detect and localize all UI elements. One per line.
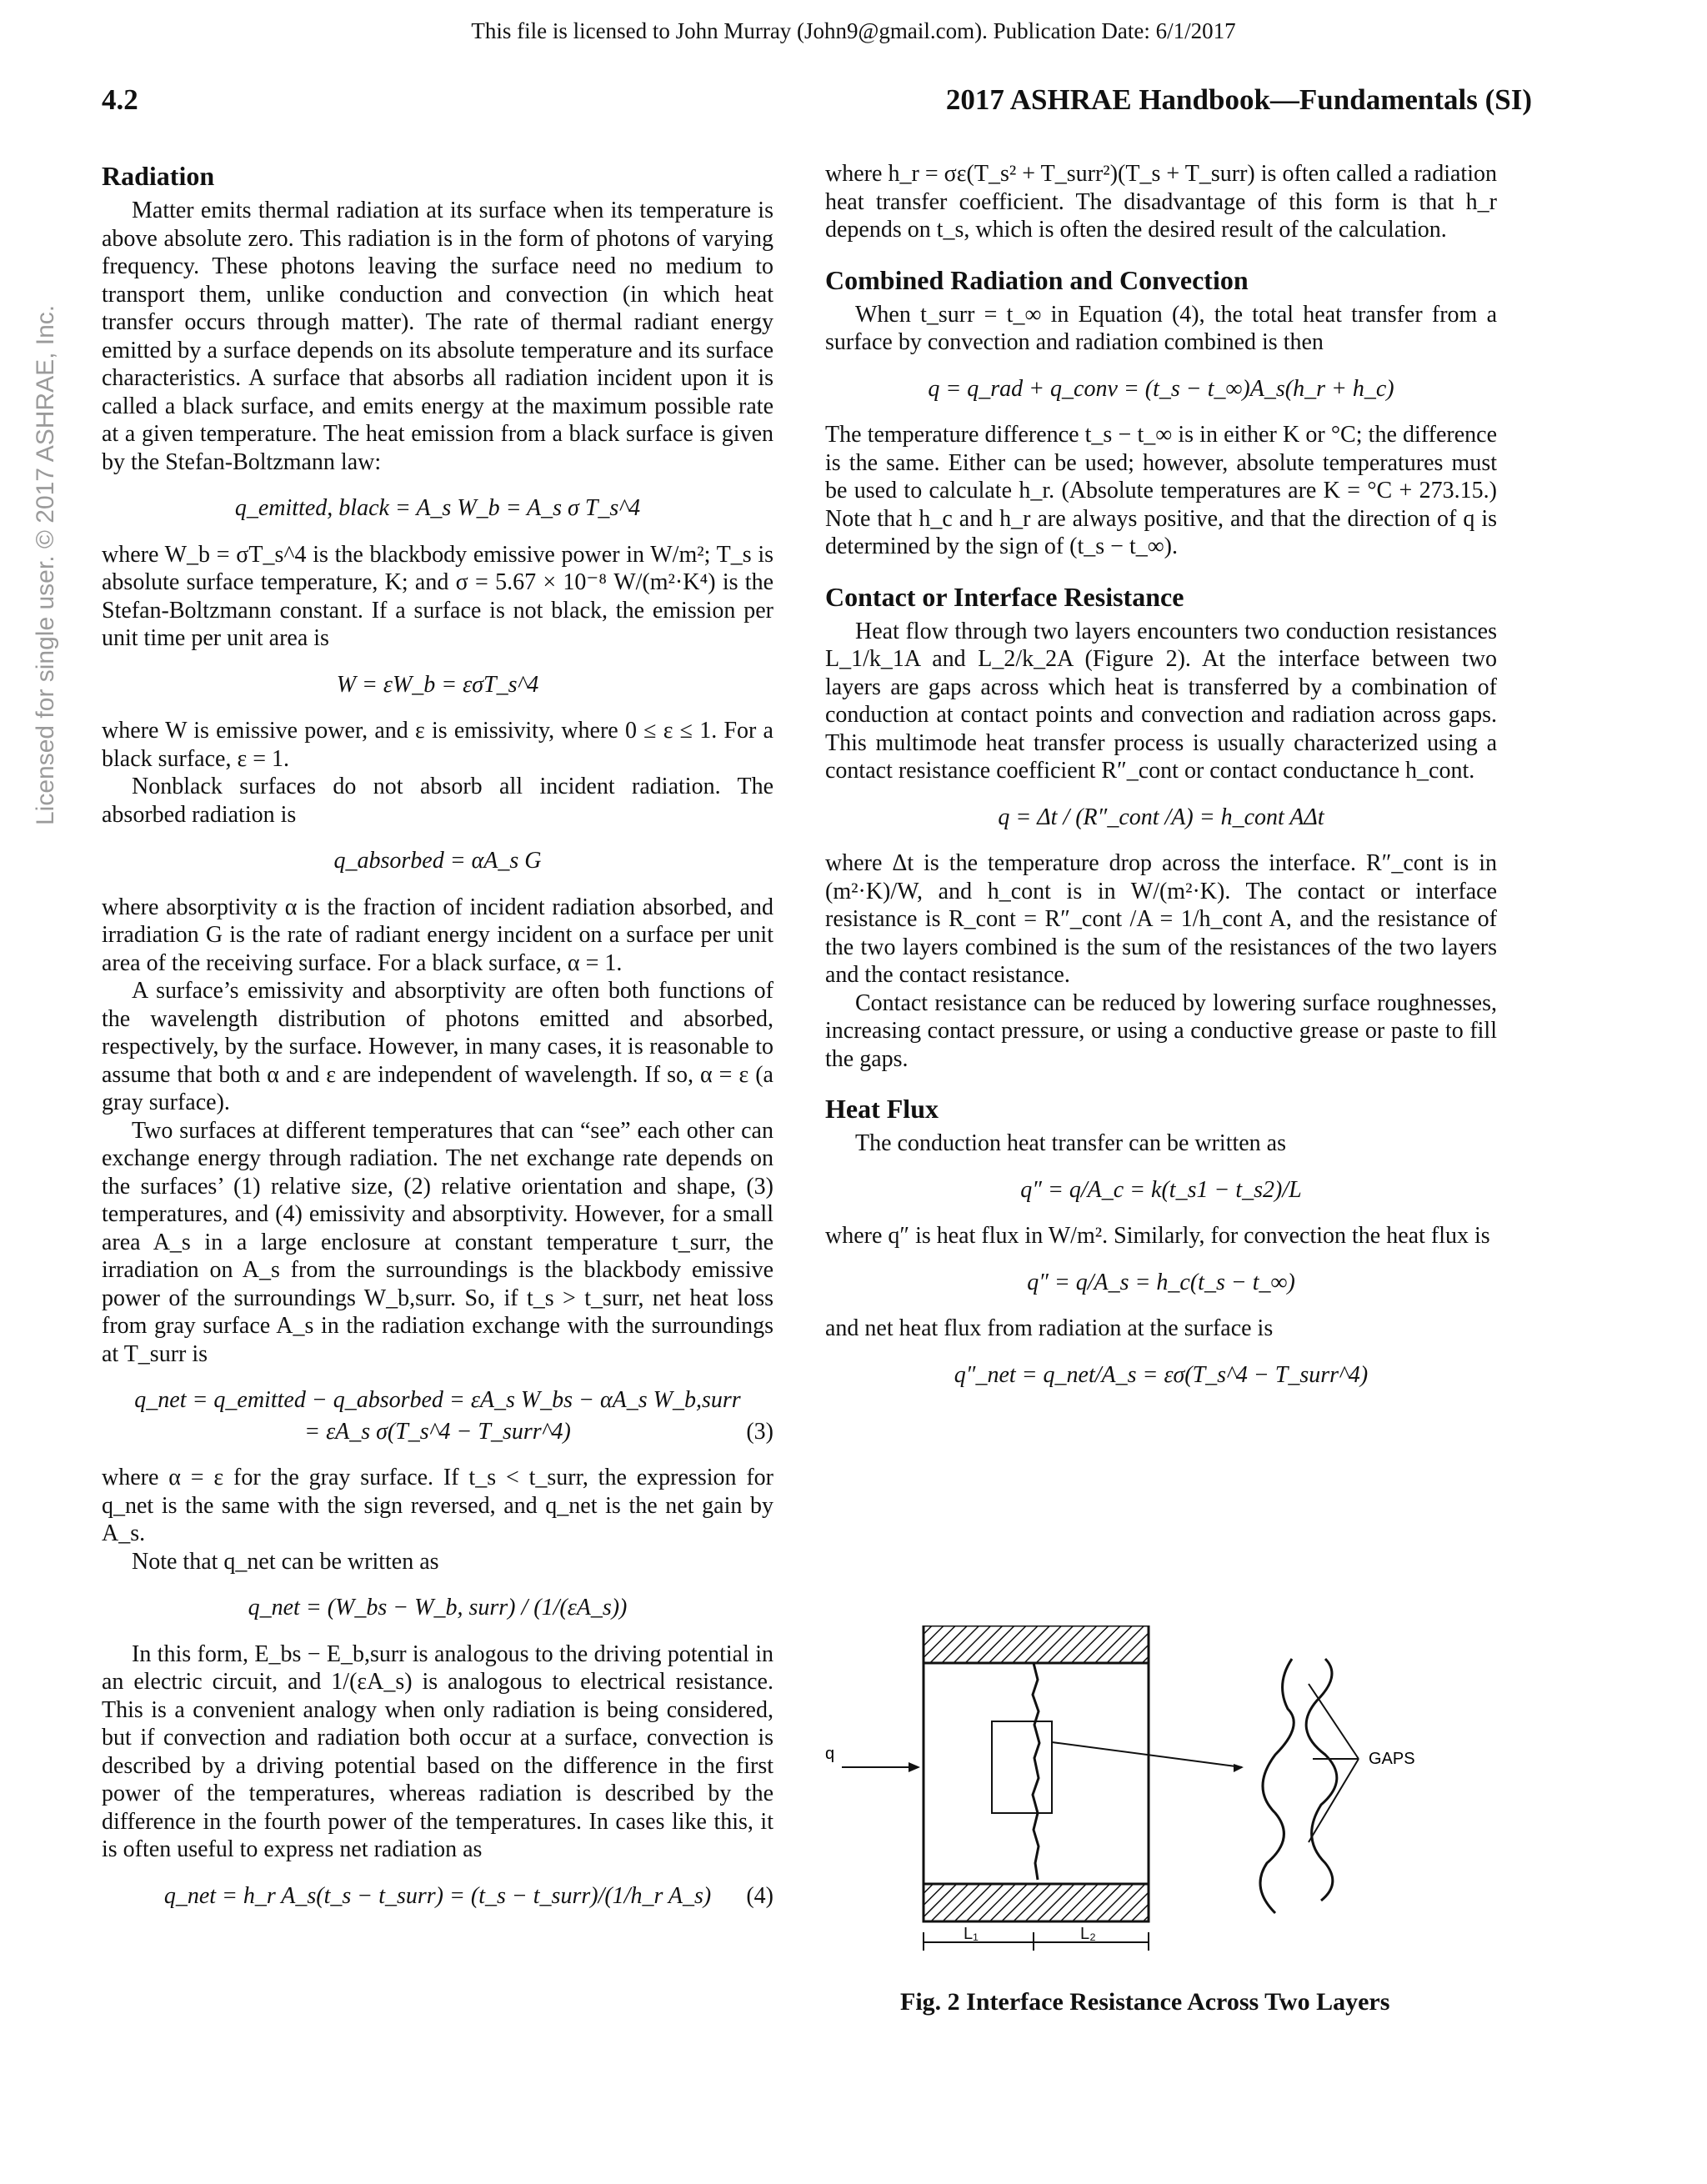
paragraph: A surface’s emissivity and absorptivity are often both functions of the wavelength distribution of photons emitted and absorbed, respectively, by the surface. However, in many cases, it is reasonable to assume that both α and ε are independent of wavelength. If so, α = ε (a gray surface). [102, 978, 773, 1115]
interface-resistance-figure [825, 1625, 1509, 1951]
paragraph: In this form, E_bs − E_b,surr is analogous to the driving potential in an electric circuit, and 1/(εA_s) is analogous to electrical resistance. This is a convenient analogy when only radiation is being considered, but if convection and radiation both occur at a surface, convection is described by a driving potential based on the difference in the first power of the temperatures, whereas radiation is described by the difference in the fourth power of the temperatures. In cases like this, it is often useful to express net radiation as [102, 1641, 773, 1862]
gap-profile-left [1260, 1659, 1294, 1913]
gap-profile-right [1306, 1659, 1337, 1901]
right-column [825, 160, 1497, 1407]
paragraph: Nonblack surfaces do not absorb all incident radiation. The absorbed radiation is [102, 774, 773, 828]
left-column [102, 160, 773, 1928]
running-title: 2017 ASHRAE Handbook—Fundamentals (SI) [945, 83, 1532, 116]
q-label: q [825, 1745, 835, 1763]
q-arrowhead [909, 1762, 920, 1772]
equation-number: (4) [746, 1882, 773, 1909]
paragraph: where Δt is the temperature drop across the interface. R″_cont is in (m²·K)/W, and h_cont is in W/(m²·K). The contact or interface resistance is R_cont = R″_cont /A = 1/h_cont A, and the resistance of the two layers combined is the sum of the resistances of the two layers and the contact resistance. [825, 850, 1497, 988]
zoom-arrowhead [1234, 1764, 1244, 1772]
equation: W = εW_b = εσT_s^4 [336, 671, 539, 698]
paragraph: Contact resistance can be reduced by lowering surface roughnesses, increasing contact pressure, or using a conductive grease or paste to fill the gaps. [825, 989, 1497, 1072]
paragraph: The temperature difference t_s − t_∞ is in either K or °C; the difference is the same. Either can be used; however, absolute temperatures must be used to calculate h_r. (Absolute temperatures are K = °C + 273.15.) Note that h_c and h_r are always positive, and that the direction of q is determined by the sign of (t_s − t_∞). [825, 422, 1497, 559]
paragraph: Two surfaces at different temperatures that can “see” each other can exchange energy through radiation. The net exchange rate depends on the surfaces’ (1) relative size, (2) relative orientation and shape, (3) temperatures, and (4) emissivity and absorptivity. However, for a small area A_s in a large enclosure at constant temperature t_surr, the irradiation on A_s from the surroundings is the blackbody emissive power of the surroundings W_b,surr. So, if t_s > t_surr, net heat loss from gray surface A_s in the radiation exchange with the surroundings at T_surr is [102, 1117, 773, 1367]
zoom-box [992, 1721, 1052, 1813]
equation: q″_net = q_net/A_s = εσ(T_s^4 − T_surr^4) [954, 1361, 1369, 1388]
interface-line [1033, 1663, 1039, 1880]
paragraph: Heat flow through two layers encounters two conduction resistances L_1/k_1A and L_2/k_2A (Figure 2). At the interface between two layers are gaps across which heat is transferred by a combination of conduction at contact points and convection and radiation across gaps. This multimode heat transfer process is usually characterized using a contact resistance coefficient R″_cont or contact conductance h_cont. [825, 618, 1497, 784]
layers-box [924, 1663, 1149, 1884]
equation: q = q_rad + q_conv = (t_s − t_∞)A_s(h_r + h_c) [928, 375, 1394, 402]
gaps-pointer [1309, 1759, 1359, 1842]
bottom-hatched-layer [924, 1884, 1149, 1921]
equation-body: q_net = h_r A_s(t_s − t_surr) = (t_s − t_surr)/(1/h_r A_s) [163, 1882, 712, 1909]
heading-combined: Combined Radiation and Convection [825, 264, 1249, 295]
page-number: 4.2 [102, 83, 138, 116]
equation: q_emitted, black = A_s W_b = A_s σ T_s^4 [234, 495, 641, 521]
gaps-label: GAPS [1369, 1750, 1415, 1768]
paragraph: Note that q_net can be written as [132, 1548, 439, 1575]
paragraph: When t_surr = t_∞ in Equation (4), the total heat transfer from a surface by convection and radiation combined is then [825, 301, 1497, 355]
zoom-arrow [1052, 1742, 1242, 1767]
paragraph: Matter emits thermal radiation at its surface when its temperature is above absolute zero. This radiation is in the form of photons of varying frequency. These photons leaving the surface need no medium to transport them, unlike conduction and convection (in which heat transfer occurs through matter). The rate of thermal radiant energy emitted by a surface depends on its absolute temperature and its surface characteristics. A surface that absorbs all radiation incident upon it is called a black surface, and emits energy at the maximum possible rate at a given temperature. The heat emission from a black surface is given by the Stefan-Boltzmann law: [102, 198, 773, 475]
equation: q = Δt / (R″_cont /A) = h_cont AΔt [998, 804, 1324, 830]
paragraph: where W is emissive power, and ε is emissivity, where 0 ≤ ε ≤ 1. For a black surface, ε = 1. [102, 718, 773, 772]
paragraph: where α = ε for the gray surface. If t_s < t_surr, the expression for q_net is the same with the sign reversed, and q_net is the net gain by A_s. [102, 1465, 773, 1546]
paragraph: where absorptivity α is the fraction of incident radiation absorbed, and irradiation G is the rate of radiant energy incident on a surface per unit area of the receiving surface. For a black surface, α = 1. [102, 894, 773, 976]
license-line: This file is licensed to John Murray (John9@gmail.com). Publication Date: 6/1/2017 [471, 18, 1236, 43]
equation-number: (3) [746, 1418, 773, 1445]
top-hatched-layer [924, 1625, 1149, 1663]
paragraph: where h_r = σε(T_s² + T_surr²)(T_s + T_surr) is often called a radiation heat transfer coefficient. The disadvantage of this form is that h_r depends on t_s, which is often the desired result of the calculation. [825, 161, 1497, 243]
paragraph: The conduction heat transfer can be written as [855, 1130, 1287, 1156]
l2-label: L₂ [1080, 1925, 1096, 1943]
l1-label: L₁ [964, 1925, 979, 1943]
equation: q_net = q_emitted − q_absorbed = εA_s W_bs − αA_s W_b,surr [134, 1387, 741, 1413]
side-watermark: Licensed for single user. © 2017 ASHRAE, Inc. [32, 304, 59, 825]
figure-caption: Fig. 2 Interface Resistance Across Two Layers [900, 1988, 1390, 2016]
equation-numbered [102, 1418, 773, 1446]
equation: q″ = q/A_c = k(t_s1 − t_s2)/L [1020, 1176, 1302, 1203]
equation: q_net = (W_bs − W_b, surr) / (1/(εA_s)) [248, 1595, 628, 1620]
heading-radiation: Radiation [102, 161, 215, 191]
equation-body: = εA_s σ(T_s^4 − T_surr^4) [304, 1418, 571, 1445]
paragraph: where q″ is heat flux in W/m². Similarly, for convection the heat flux is [825, 1223, 1490, 1249]
heading-heat-flux: Heat Flux [825, 1094, 939, 1124]
paragraph: and net heat flux from radiation at the surface is [825, 1315, 1274, 1341]
equation-numbered [102, 1882, 773, 1911]
equation: q″ = q/A_s = h_c(t_s − t_∞) [1027, 1269, 1295, 1295]
equation: q_absorbed = αA_s G [333, 848, 542, 874]
paragraph: where W_b = σT_s^4 is the blackbody emissive power in W/m²; T_s is absolute surface temperature, K; and σ = 5.67 × 10⁻⁸ W/(m²·K⁴) is the Stefan-Boltzmann constant. If a surface is not black, the emission per unit time per unit area is [102, 541, 773, 651]
heading-contact: Contact or Interface Resistance [825, 581, 1184, 612]
